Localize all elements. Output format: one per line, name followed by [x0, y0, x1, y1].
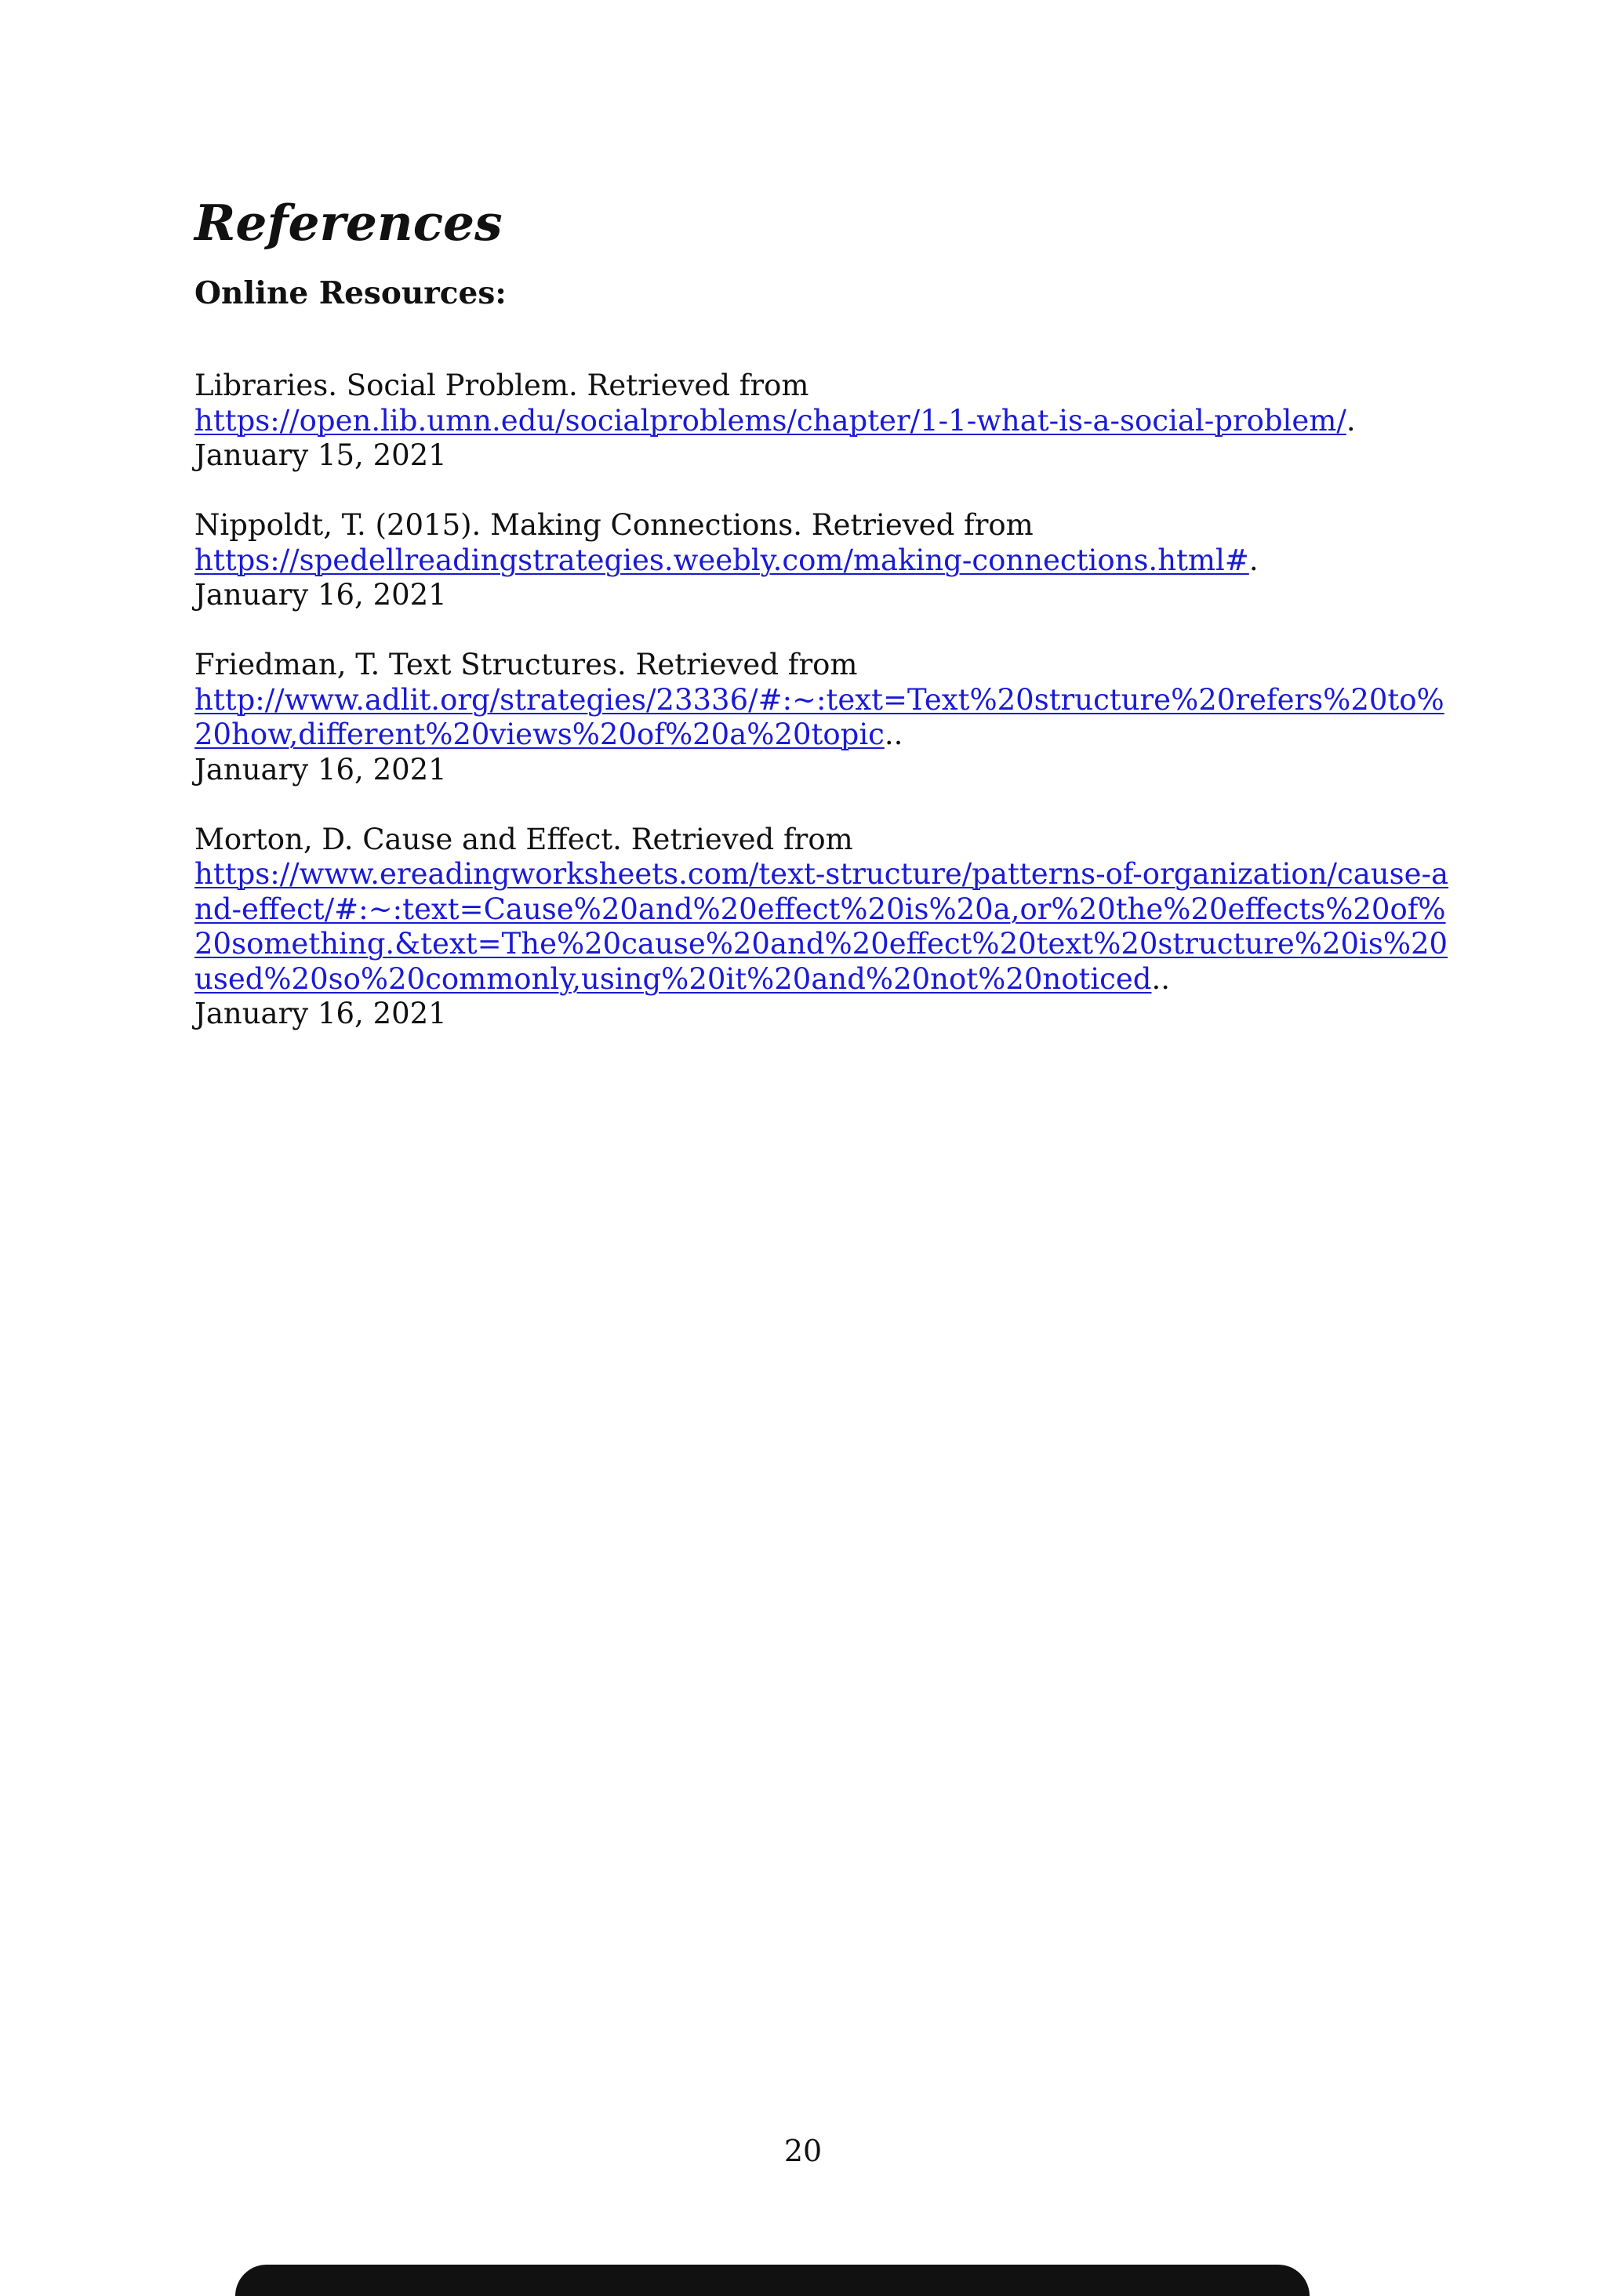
reference-url-suffix: ..: [884, 718, 903, 751]
section-subtitle: Online Resources:: [194, 275, 507, 311]
reference-link[interactable]: http://www.adlit.org/strategies/23336/#:~:text=Text%20structure%20refers%20to%20how,different%20views%20of%20a%20topic: [194, 682, 1444, 751]
reference-item: [194, 648, 1457, 787]
reference-accessed-date: January 15, 2021: [194, 438, 447, 472]
reference-list: [194, 369, 1457, 1032]
reference-url-suffix: ..: [1151, 961, 1171, 996]
references-section: [194, 191, 1457, 1066]
reference-url-suffix: .: [1248, 543, 1259, 577]
reference-accessed-date: January 16, 2021: [194, 752, 447, 787]
reference-item: [194, 823, 1457, 1032]
reference-link[interactable]: https://open.lib.umn.edu/socialproblems/chapter/1-1-what-is-a-social-problem/: [194, 403, 1346, 438]
reference-item: [194, 508, 1457, 613]
reference-citation: Morton, D. Cause and Effect. Retrieved from: [194, 822, 853, 856]
bottom-edge-bar: [235, 2265, 1310, 2296]
reference-url-line: [194, 683, 1457, 753]
reference-item: [194, 369, 1457, 474]
reference-citation: Friedman, T. Text Structures. Retrieved from: [194, 648, 858, 681]
reference-accessed-date: January 16, 2021: [194, 578, 447, 612]
reference-url-line: [194, 857, 1457, 997]
reference-accessed-date: January 16, 2021: [194, 997, 447, 1030]
page-title: References: [194, 194, 503, 252]
reference-url-line: [194, 543, 1457, 579]
reference-url-line: [194, 404, 1457, 439]
page-number: 20: [783, 2134, 823, 2168]
reference-citation: Libraries. Social Problem. Retrieved from: [194, 369, 809, 402]
reference-citation: Nippoldt, T. (2015). Making Connections. Retrieved from: [194, 508, 1034, 542]
reference-url-suffix: .: [1346, 403, 1356, 438]
reference-link[interactable]: https://www.ereadingworksheets.com/text-structure/patterns-of-organization/cause-and-effect/#:~:text=Cause%20and%20effect%20is%20a,or%20the%20effects%20of%20something.&text=The%20cause%20and%20effect%20text%20structure%20is%20used%20so%20commonly,using%20it%20and%20not%20noticed: [194, 857, 1449, 996]
reference-link[interactable]: https://spedellreadingstrategies.weebly.com/making-connections.html#: [194, 543, 1249, 577]
